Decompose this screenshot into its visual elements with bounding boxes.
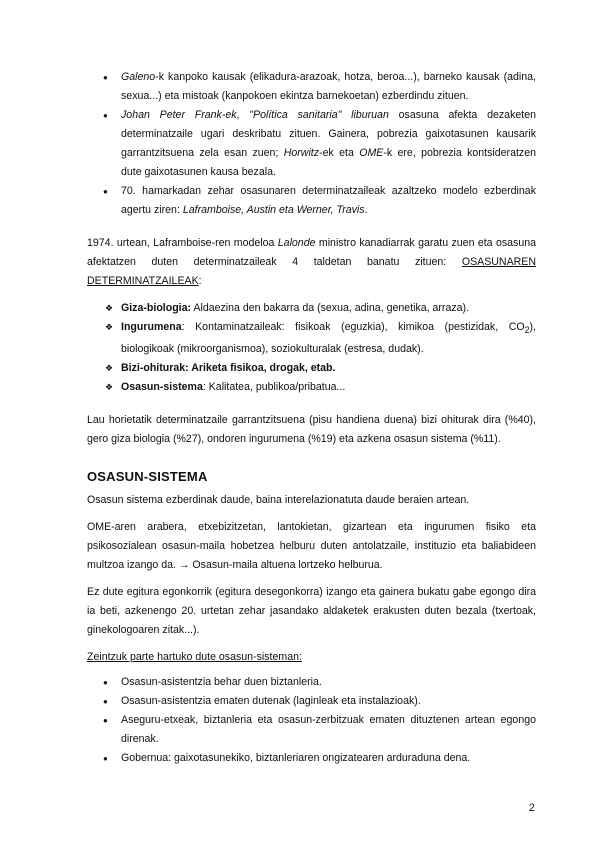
paragraph-text: 1974. urtean, Laframboise-ren modeloa (87, 237, 278, 249)
participants-heading: Zeintzuk parte hartuko dute osasun-sisteman: (87, 651, 302, 664)
bullet-icon: ● (103, 73, 108, 82)
underlined-term: OSASUNAREN DETERMINATZAILEAK (87, 256, 536, 287)
list-item (87, 673, 536, 692)
organization-name: OME (359, 147, 384, 159)
list-item (87, 182, 536, 220)
determinant-term: Giza-biologia: (121, 302, 192, 314)
diamond-bullet-icon: ❖ (105, 363, 114, 374)
determinants-list (87, 299, 536, 397)
section-paragraph: OME-aren arabera, etxebizitzetan, lantokietan, gizartean eta ingurumen fisiko eta psikosozialean osasun-maila hobetzea helburu duten antolatzaile, instituzio eta baliabideen multzoa izango da. → Osasun-maila altuena lortzeko helburua. (87, 521, 536, 572)
person-name: Johan Peter Frank-ek (121, 109, 237, 121)
determinant-desc: ), biologikoak (mikroorganismoa), soziokulturalak (estresa, dudak). (121, 321, 536, 356)
bullet-icon: ● (103, 111, 108, 120)
diamond-bullet-icon: ❖ (105, 322, 114, 332)
diamond-bullet-icon: ❖ (105, 382, 114, 393)
list-item (87, 378, 536, 397)
page-number: 2 (528, 802, 535, 814)
determinant-term: Ingurumena (121, 321, 182, 333)
determinant-desc: : Kontaminatzaileak: fisikoak (eguzkia), kimikoa (pestizidak, CO (181, 321, 525, 333)
bullet-icon: ● (103, 754, 108, 764)
list-item (87, 711, 536, 749)
page-content (87, 68, 536, 768)
determinant-term: Bizi-ohiturak: Ariketa fisikoa, drogak, etab. (121, 362, 336, 375)
subscript: 2 (524, 325, 530, 336)
participants-list (87, 673, 536, 768)
section-paragraph: Osasun sistema ezberdinak daude, baina interelazionatuta daude beraien artean. (87, 494, 470, 507)
person-name: Horwitz (283, 147, 320, 159)
list-item (87, 318, 536, 359)
paragraph-text: : (198, 275, 202, 287)
list-item-text: -ek eta (319, 147, 360, 159)
list-item (87, 299, 536, 318)
list-item-text: Osasun-asistentzia ematen dutenak (laginleak eta instalazioak). (121, 695, 421, 708)
list-item-text: Osasun-asistentzia behar duen biztanleria. (121, 676, 322, 689)
list-item (87, 692, 536, 711)
person-name: Galeno (121, 71, 156, 83)
book-title: "Política sanitaria" liburuan (249, 109, 389, 121)
bullet-icon: ● (103, 678, 108, 688)
list-item-text: , (236, 109, 250, 121)
list-item (87, 749, 536, 768)
list-item-text: -k kanpoko kausak (elikadura-arazoak, hotza, beroa...), barneko kausak (adina, sexua...) eta mistoak (kanpokoen ekintza barnekoetan) ezberdindu zituen. (121, 71, 536, 102)
section-title: OSASUN-SISTEMA (87, 469, 208, 485)
list-item (87, 68, 536, 106)
list-item-text: 70. hamarkadan zehar osasunaren determinatzaileak azaltzeko modelo ezberdinak agertu ziren: (121, 185, 536, 216)
list-item-text: Gobernua: gaixotasunekiko, biztanleriaren ongizatearen arduraduna dena. (121, 752, 471, 765)
paragraph-text: ministro kanadiarrak garatu zuen eta osasuna afektatzen duten determinatzaileak 4 taldetan banatu zituen: (87, 237, 536, 268)
causes-list (87, 68, 536, 220)
author-names: Laframboise, Austin eta Werner, Travis (182, 204, 365, 216)
section-paragraph: Ez dute egitura egonkorrik (egitura desegonkorra) izango eta gainera bukatu gabe egongo dira ia beti, azkenengo 20. urtetan zehar jasandako aldaketek erakusten duten bezala (txertoak, ginekologoaren zitak...). (87, 586, 536, 637)
list-item-text: . (364, 204, 368, 216)
list-item-text: Aseguru-etxeak, biztanleria eta osasun-zerbitzuak ematen dituztenen artean egongo direnak. (121, 714, 536, 746)
bullet-icon: ● (103, 697, 108, 707)
summary-paragraph: Lau horietatik determinatzaile garrantzitsuena (pisu handiena duena) bizi ohiturak dira (%40), gero giza biologia (%27), ondoren ingurumena (%19) eta azkena osasun sistema (%11). (87, 414, 536, 446)
list-item-text: -k ere, pobrezia kontsideratzen dute gaixotasunen kausa bezala. (121, 147, 536, 178)
bullet-icon: ● (103, 187, 108, 196)
diamond-bullet-icon: ❖ (105, 303, 114, 313)
determinant-term: Osasun-sistema (121, 381, 203, 394)
model-name: Lalonde (277, 237, 316, 249)
list-item-text: osasuna afekta dezaketen determinatzaile ugari deskribatu zituen. Gainera, pobrezia gaixotasunen kausarik garrantzitsuena zela esan zuen; (121, 109, 536, 159)
list-item (87, 106, 536, 182)
determinant-desc: : Kalitatea, publikoa/pribatua... (202, 381, 346, 394)
determinant-desc: Aldaezina den bakarra da (sexua, adina, genetika, arraza). (191, 302, 470, 314)
bullet-icon: ● (103, 716, 108, 726)
list-item (87, 359, 536, 378)
lalonde-paragraph (87, 234, 536, 291)
